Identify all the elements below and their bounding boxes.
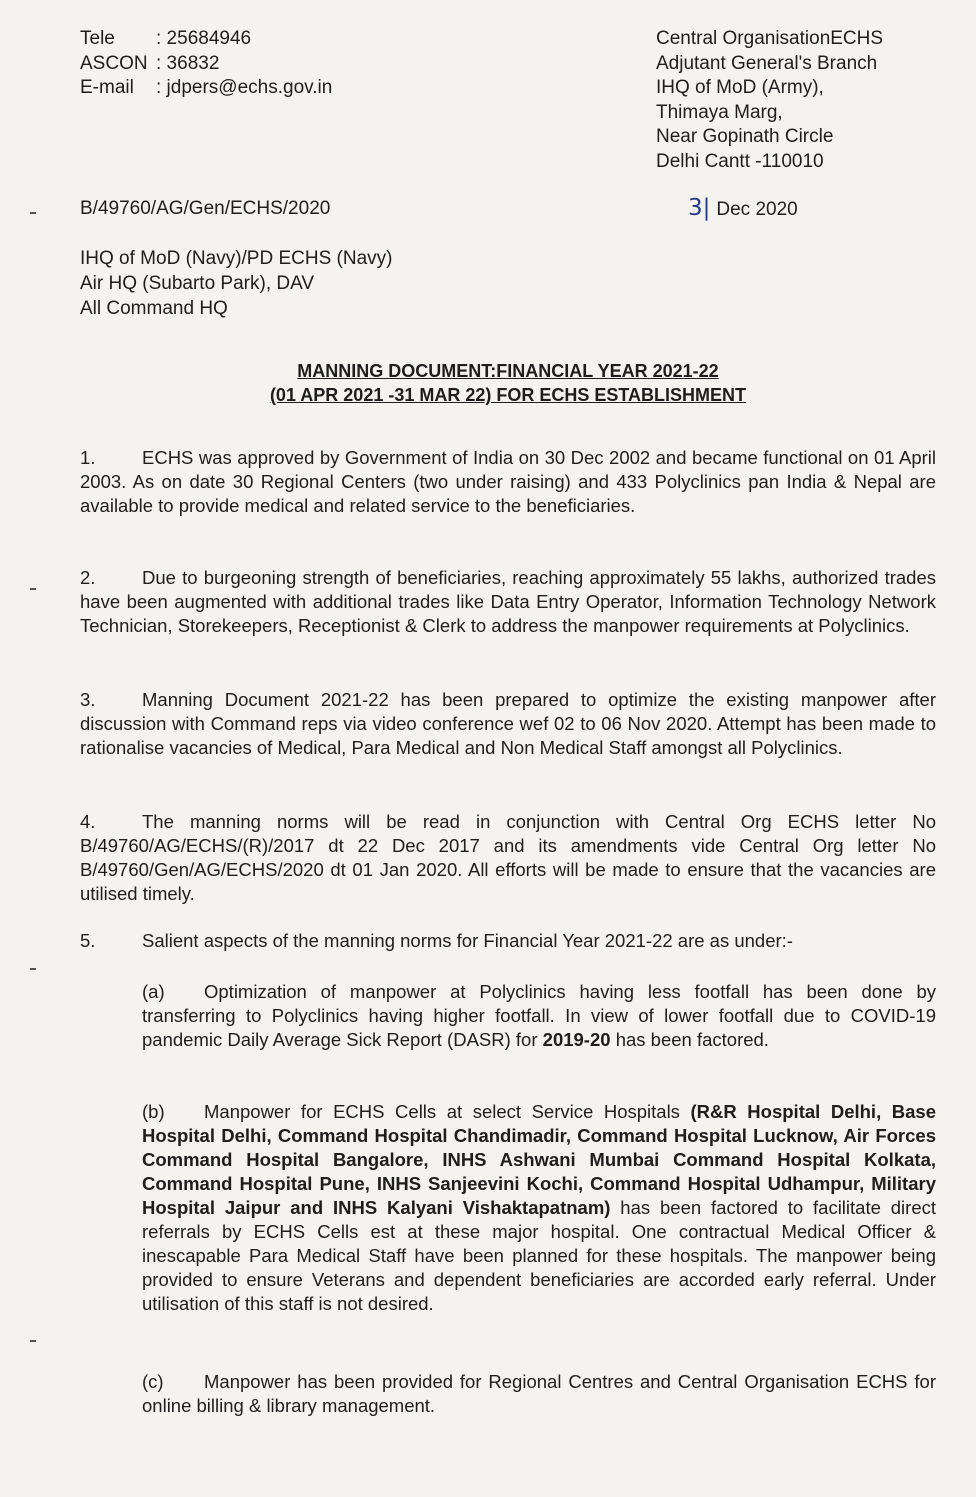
ascon-value: : 36832 (156, 52, 220, 74)
org-line: IHQ of MoD (Army), (656, 77, 824, 98)
margin-scan-mark (30, 968, 36, 970)
paragraph-4 (80, 810, 936, 906)
addressee-line: All Command HQ (80, 298, 228, 319)
paragraph-1 (80, 446, 936, 518)
title-line-2: (01 APR 2021 -31 MAR 22) FOR ECHS ESTABLISHMENT (269, 385, 747, 405)
org-line: Central OrganisationECHS (656, 28, 884, 49)
margin-scan-mark (30, 1340, 36, 1342)
date-day-handwritten: 3| (688, 195, 711, 221)
margin-scan-mark (30, 212, 36, 214)
subpara-text: has been factored to facilitate direct referrals by ECHS Cells est at these major hospital. One contractual Medical Officer & inescapable Para Medical Staff have been planned for these hospitals. The manpower being provided to ensure Veterans and dependent beneficiaries are accorded early referral. Under utilisation of this staff is not desired. (142, 1197, 936, 1314)
contact-block (80, 27, 332, 101)
title-line-1: MANNING DOCUMENT:FINANCIAL YEAR 2021-22 (297, 361, 719, 381)
date-month-year: Dec 2020 (716, 199, 798, 220)
subpara-text: Manpower for ECHS Cells at select Service Hospitals (204, 1101, 691, 1122)
subpara-text: Optimization of manpower at Polyclinics having less footfall has been done by transferring to Polyclinics having higher footfall. In view of lower footfall due to COVID-19 pandemic Daily Average Sick Report (DASR) for (142, 981, 936, 1050)
margin-scan-mark (30, 588, 36, 590)
ascon-label: ASCON (80, 52, 148, 74)
document-title (80, 359, 936, 407)
subparagraph-a (142, 980, 936, 1052)
subparagraph-c (142, 1370, 936, 1418)
addressee-line: IHQ of MoD (Navy)/PD ECHS (Navy) (80, 248, 393, 269)
organisation-address (656, 27, 883, 174)
letter-date (688, 195, 798, 221)
subparagraph-b (142, 1100, 936, 1316)
para-text: ECHS was approved by Government of India on 30 Dec 2002 and became functional on 01 April 2003. As on date 30 Regional Centers (two under raising) and 433 Polyclinics pan India & Nepal are available to provide medical and related service to the beneficiaries. (80, 447, 936, 516)
para-number: 5. (80, 930, 96, 951)
addressee-line: Air HQ (Subarto Park), DAV (80, 273, 315, 294)
para-number: 3. (80, 689, 96, 710)
org-line: Thimaya Marg, (656, 101, 783, 123)
subpara-bold-text: (R&R Hospital Delhi, Base Hospital Delhi, Command Hospital Chandimadir, Command Hospital Lucknow, Air Forces Command Hospital Bangalore, INHS Ashwani Mumbai Command Hospital Kolkata, Command Hospital Pune, INHS Sanjeevini Kochi, Command Hospital Udhampur, Military Hospital Jaipur and INHS Kalyani Vishaktapatnam) (142, 1101, 936, 1218)
subpara-number: (a) (142, 981, 165, 1002)
reference-number: B/49760/AG/Gen/ECHS/2020 (80, 198, 331, 219)
email-label: E-mail (80, 77, 134, 98)
para-text: Manning Document 2021-22 has been prepared to optimize the existing manpower after discussion with Command reps via video conference wef 02 to 06 Nov 2020. Attempt has been made to rationalise vacancies of Medical, Para Medical and Non Medical Staff amongst all Polyclinics. (80, 689, 936, 758)
subpara-text: Manpower has been provided for Regional Centres and Central Organisation ECHS for online billing & library management. (142, 1371, 936, 1416)
para-number: 1. (80, 447, 96, 468)
subpara-number: (b) (142, 1101, 165, 1122)
para-text: Salient aspects of the manning norms for Financial Year 2021-22 are as under:- (142, 930, 793, 951)
email-value: : jdpers@echs.gov.in (156, 77, 333, 98)
para-number: 4. (80, 811, 96, 832)
paragraph-2 (80, 566, 936, 638)
para-text: The manning norms will be read in conjunction with Central Org ECHS letter No B/49760/AG/ECHS/(R)/2017 dt 22 Dec 2017 and its amendments vide Central Org letter No B/49760/Gen/AG/ECHS/2020 dt 01 Jan 2020. All efforts will be made to ensure that the vacancies are utilised timely. (80, 811, 936, 904)
tele-value: : 25684946 (156, 28, 252, 49)
tele-label: Tele (80, 28, 115, 49)
org-line: Adjutant General's Branch (656, 52, 878, 74)
org-line: Delhi Cantt -110010 (656, 150, 824, 172)
paragraph-5 (80, 930, 793, 952)
paragraph-3 (80, 688, 936, 760)
subpara-text: has been factored. (610, 1029, 769, 1050)
para-number: 2. (80, 567, 96, 588)
addressee-block (80, 246, 392, 321)
subpara-number: (c) (142, 1371, 164, 1392)
subpara-bold-text: 2019-20 (542, 1029, 611, 1050)
para-text: Due to burgeoning strength of beneficiaries, reaching approximately 55 lakhs, authorized trades have been augmented with additional trades like Data Entry Operator, Information Technology Network Technician, Storekeepers, Receptionist & Clerk to address the manpower requirements at Polyclinics. (80, 567, 936, 636)
org-line: Near Gopinath Circle (656, 126, 834, 147)
